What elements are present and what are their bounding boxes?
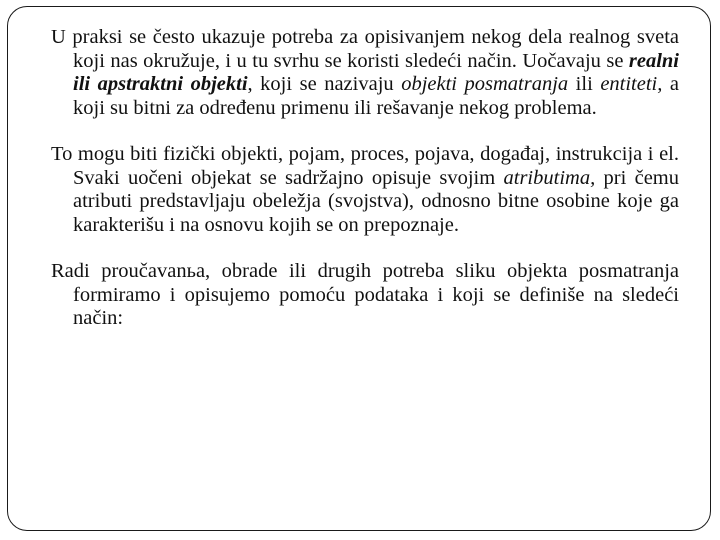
slide-frame <box>7 6 711 531</box>
text-segment: ili <box>568 73 601 95</box>
term-entities: entiteti, <box>600 73 663 95</box>
paragraph-data <box>51 260 679 331</box>
text-segment: a koji su bitni za određenu primenu ili rešavanje nekog problema. <box>73 73 680 119</box>
term-attributes: atributima, <box>503 166 596 189</box>
slide-content <box>51 26 679 331</box>
text-segment: Radi proučavanьa, obrade ili drugih potreba sliku objekta posmatranja formiramo i opisujemo pomoću podataka i koji se definiše na sledeći način: <box>51 260 679 329</box>
text-segment: To mogu biti fizički objekti, pojam, proces, pojava, događaj, instrukcija i el. Svaki uočeni objekat se sadržajno opisuje svojim <box>51 143 679 189</box>
text-segment: , koji se nazivaju <box>247 73 402 95</box>
paragraph-objects <box>51 26 679 120</box>
text-segment: U praksi se često ukazuje potreba za opisivanjem nekog dela realnog sveta koji nas okružuje, i u tu svrhu se koristi sledeći način. Uočavaju se <box>51 26 679 72</box>
paragraph-attributes <box>51 143 679 237</box>
text-segment: pri čemu atributi predstavljaju obeležja (svojstva), odnosno bitne osobine koje ga karakterišu i na osnovu kojih se on prepoznaje. <box>73 166 679 236</box>
emphasis-real-abstract-objects: realni ili apstraktni objekti <box>73 49 679 95</box>
term-observed-objects: objekti posmatranja <box>401 73 569 95</box>
